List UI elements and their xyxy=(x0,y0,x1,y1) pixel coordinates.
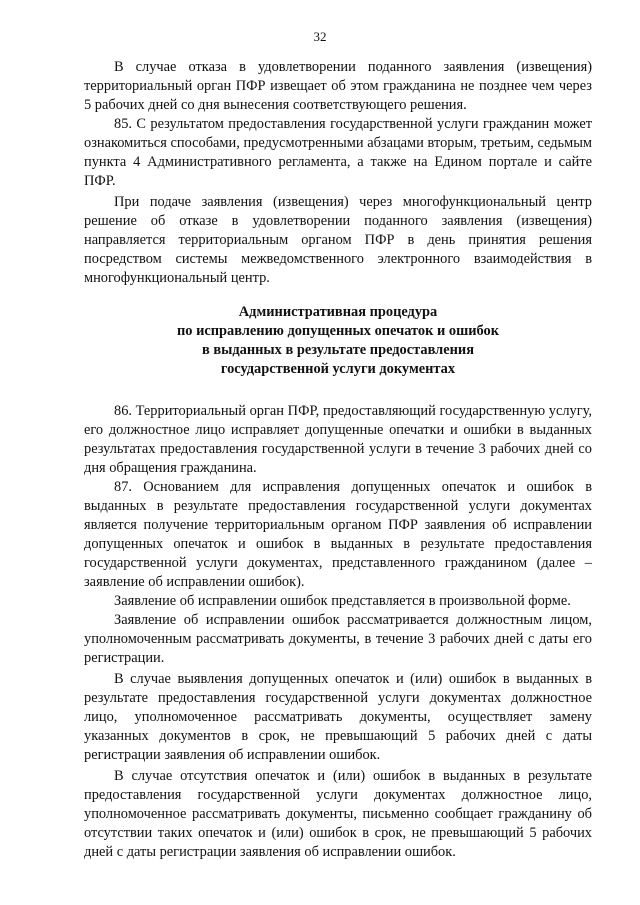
paragraph-free-form: Заявление об исправлении ошибок представляется в произвольной форме. xyxy=(114,593,571,609)
paragraph-87: 87. Основанием для исправления допущенных опечаток и ошибок в выданных в результате предоставления государственной услуги документах является получение территориальным органом ПФР заявления об исправлении допущенных опечаток и ошибок в выданных в результате предоставления государственной услуги документах, представленного гражданином (далее – заявление об исправлении ошибок). xyxy=(84,479,592,590)
heading-line: в выданных в результате предоставления xyxy=(201,342,474,358)
paragraph-errors-found: В случае выявления допущенных опечаток и (или) ошибок в выданных в результате предоставления государственной услуги документах должностное лицо, уполномоченное рассматривать документы, осуществляет замену указанных документов в срок, не превышающий 5 рабочих дней с даты регистрации заявления об исправлении ошибок. xyxy=(84,671,592,763)
page-number: 32 xyxy=(313,29,327,44)
top-text-block xyxy=(84,58,592,288)
heading-line: Административная процедура xyxy=(238,304,438,320)
paragraph-mfc-refusal: При подаче заявления (извещения) через многофункциональный центр решение об отказе в удовлетворении поданного заявления (извещения) направляется территориальным органом ПФР в день принятия решения посредством системы межведомственного электронного взаимодействия в многофункциональный центр. xyxy=(84,194,592,286)
paragraph-86: 86. Территориальный орган ПФР, предоставляющий государственную услугу, его должностное лицо исправляет допущенные опечатки и ошибки в выданных результатах предоставления государственной услуги в течение 3 рабочих дней со дня обращения гражданина. xyxy=(84,403,592,476)
paragraph-no-errors: В случае отсутствия опечаток и (или) ошибок в выданных в результате предоставления государственной услуги документах должностное лицо, уполномоченное рассматривать документы, письменно сообщает гражданину об отсутствии таких опечаток и (или) ошибок в срок, не превышающий 5 рабочих дней с даты регистрации заявления об исправлении ошибок. xyxy=(84,768,592,860)
paragraph-85: 85. С результатом предоставления государственной услуги гражданин может ознакомиться способами, предусмотренными абзацами вторым, третьим, седьмым пункта 4 Административного регламента, а также на Едином портале и сайте ПФР. xyxy=(84,116,592,189)
paragraph-refusal-notice: В случае отказа в удовлетворении поданного заявления (извещения) территориальный орган ПФР извещает об этом гражданина не позднее чем через 5 рабочих дней со дня вынесения соответствующего решения. xyxy=(84,59,592,113)
heading-line: по исправлению допущенных опечаток и ошибок xyxy=(176,323,500,339)
bottom-text-block xyxy=(84,402,592,862)
paragraph-review-period: Заявление об исправлении ошибок рассматривается должностным лицом, уполномоченным рассматривать документы, в течение 3 рабочих дней с даты его регистрации. xyxy=(84,612,592,666)
heading-line: государственной услуги документах xyxy=(220,361,456,377)
section-heading xyxy=(84,303,592,379)
